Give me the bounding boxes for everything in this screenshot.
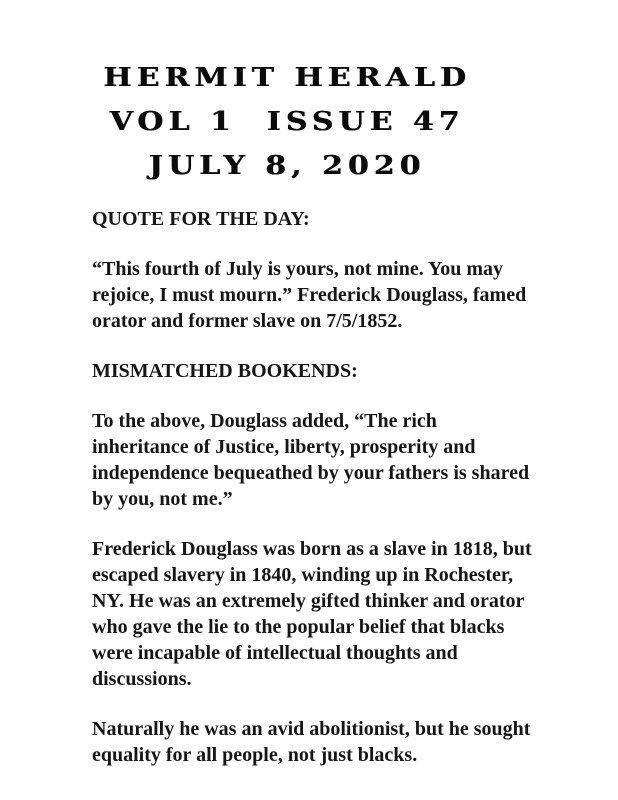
masthead-volume-issue: VOL 1 ISSUE 47 <box>109 106 465 137</box>
masthead-title: HERMIT HERALD <box>103 62 471 93</box>
masthead-date: JULY 8, 2020 <box>148 150 426 181</box>
paragraph-douglass-added: To the above, Douglass added, “The rich inheritance of Justice, liberty, prosperity and independence bequeathed by your fathers is shared by you, not me.” <box>92 410 530 510</box>
section-heading-mismatched-bookends: MISMATCHED BOOKENDS: <box>92 360 358 382</box>
paragraph-douglass-biography: Frederick Douglass was born as a slave in 1818, but escaped slavery in 1840, winding up in Rochester, NY. He was an extremely gifted thinker and orator who gave the lie to the popular belief that blacks were incapable of intellectual thoughts and discussions. <box>92 538 532 690</box>
masthead <box>0 0 574 188</box>
paragraph-douglass-quote: “This fourth of July is yours, not mine. You may rejoice, I must mourn.” Frederick Douglass, famed orator and former slave on 7/5/1852. <box>92 258 527 332</box>
paragraph-abolitionist: Naturally he was an avid abolitionist, but he sought equality for all people, not just blacks. <box>92 718 531 766</box>
section-heading-quote-for-the-day: QUOTE FOR THE DAY: <box>92 208 310 230</box>
article-body <box>0 206 618 768</box>
